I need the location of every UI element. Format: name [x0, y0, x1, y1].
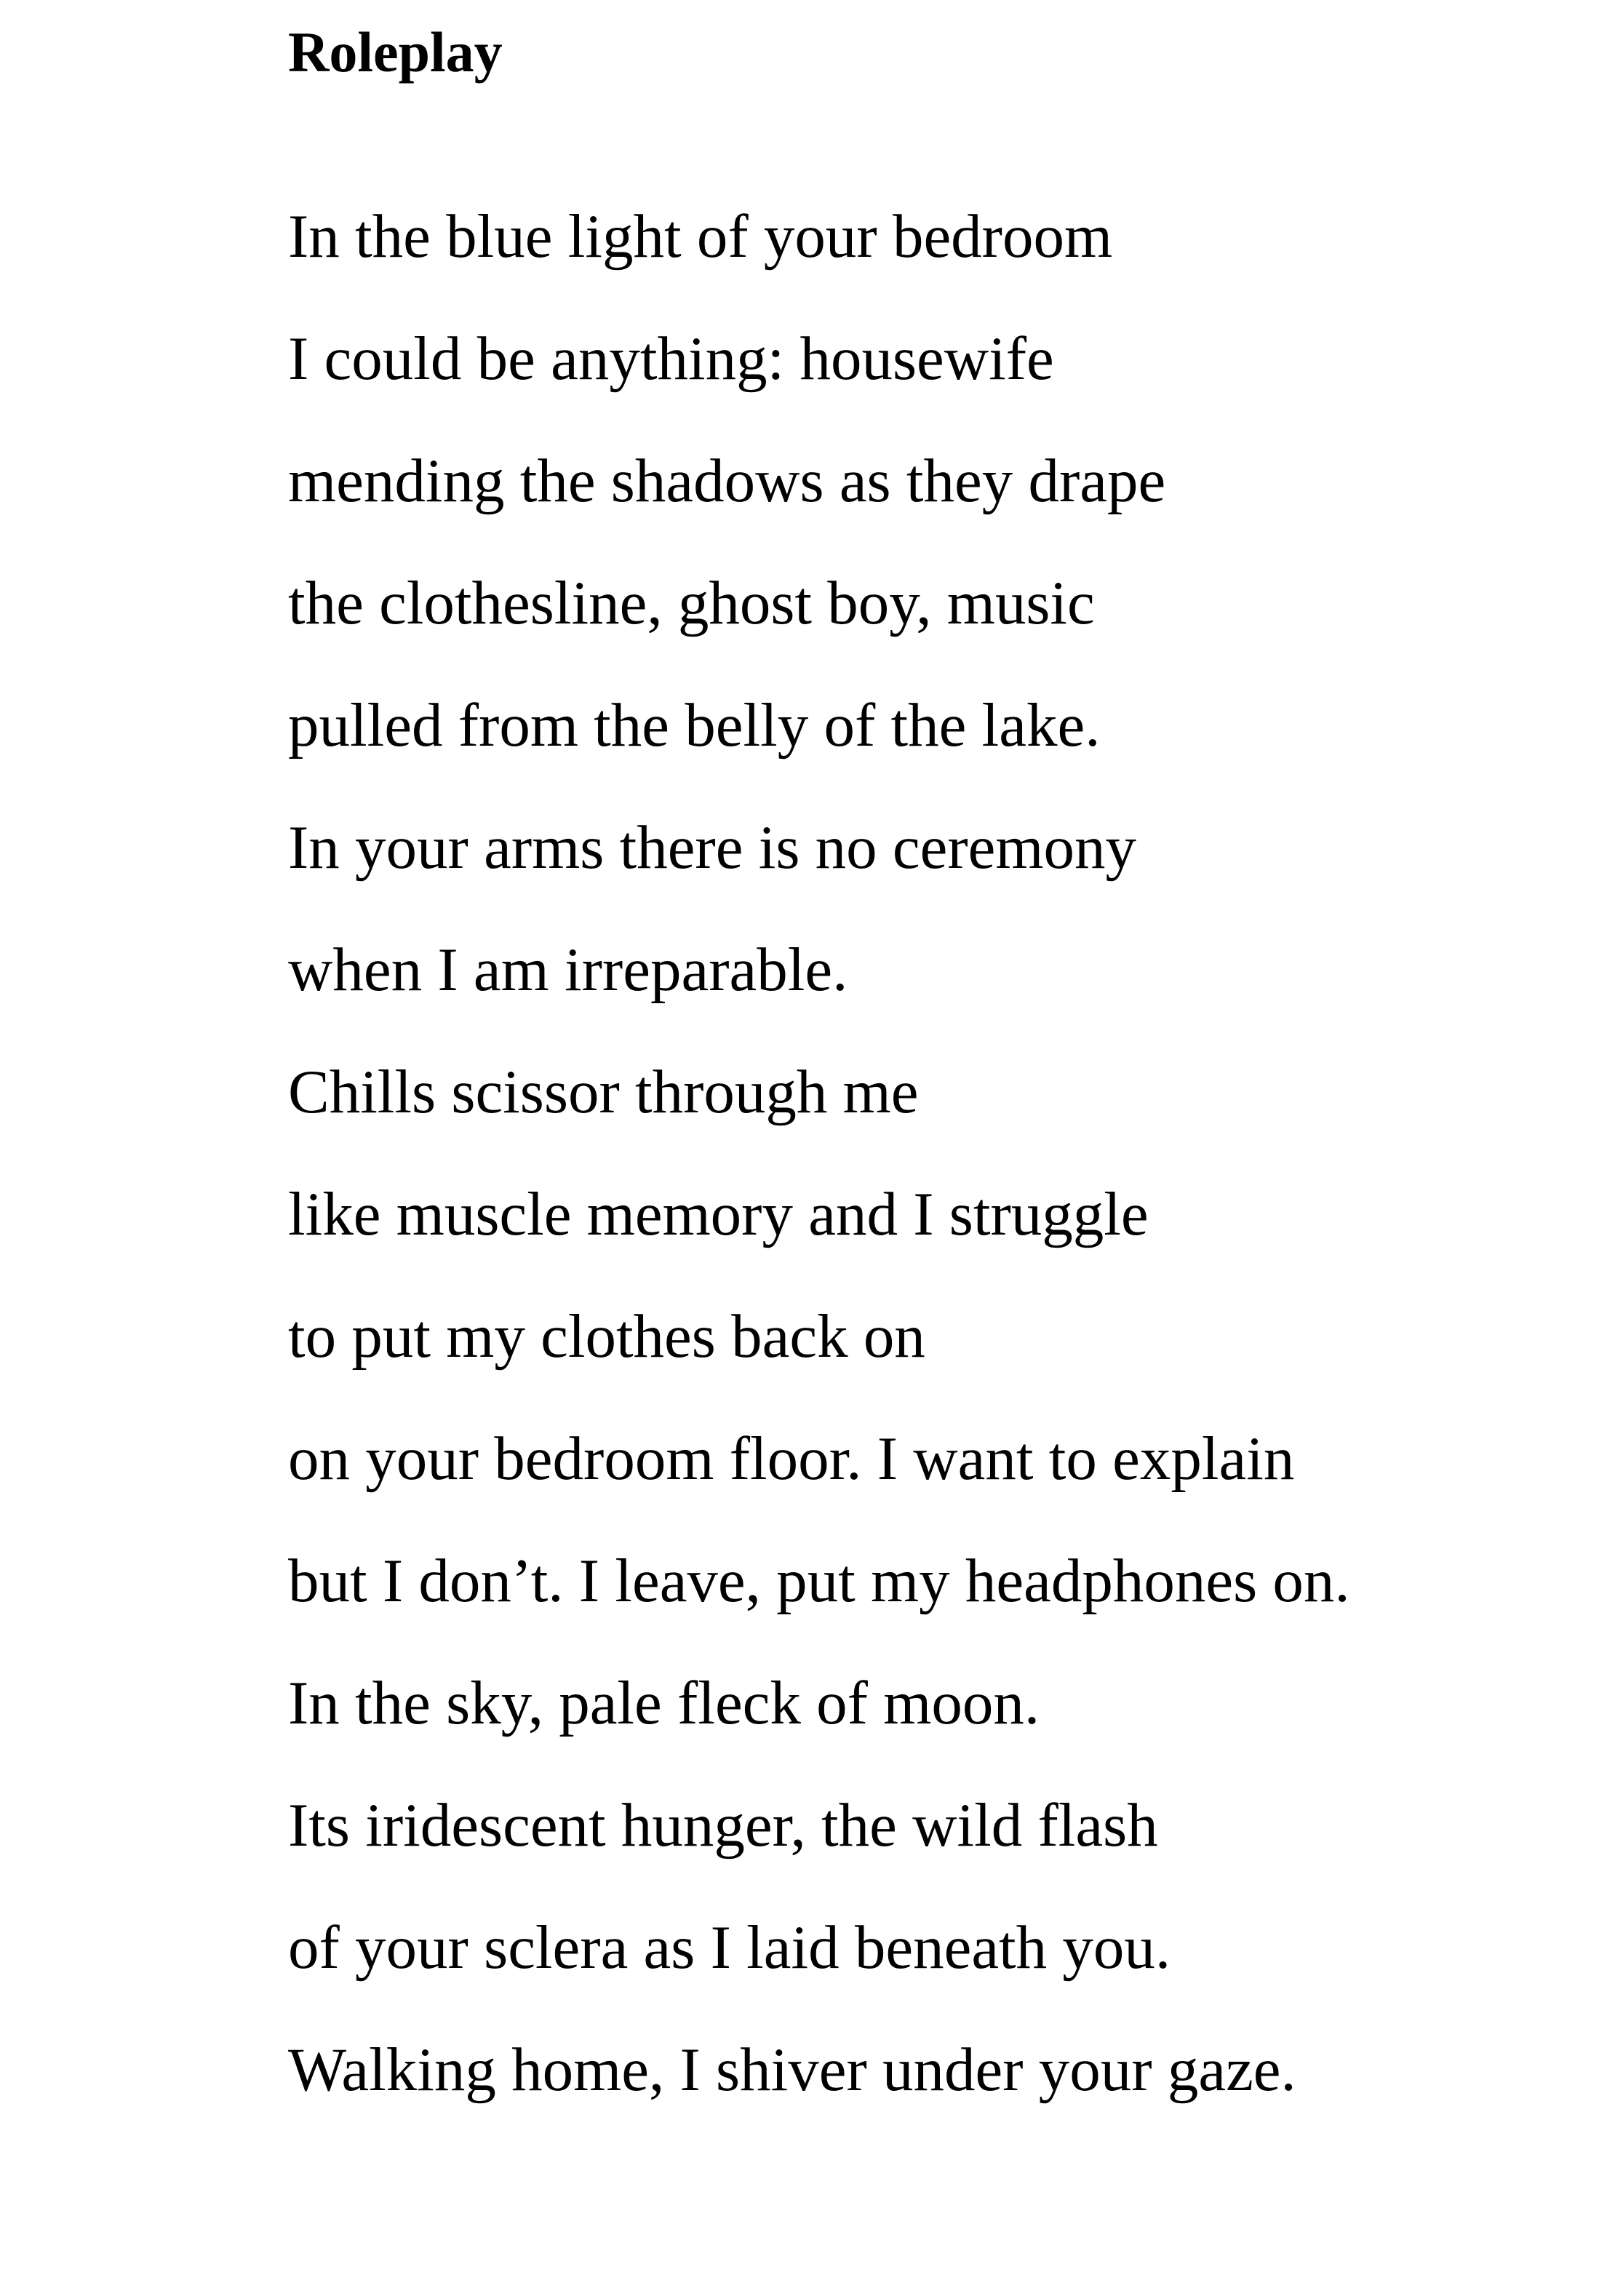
poem-title: Roleplay — [288, 20, 503, 84]
poem-line: to put my clothes back on — [288, 1302, 925, 1371]
poem-line: Chills scissor through me — [288, 1058, 919, 1126]
poem-line: In the sky, pale fleck of moon. — [288, 1669, 1040, 1737]
poem-line: mending the shadows as they drape — [288, 447, 1166, 515]
poem-line: like muscle memory and I struggle — [288, 1180, 1149, 1248]
poem-line: Its iridescent hunger, the wild flash — [288, 1791, 1158, 1859]
poem-line: but I don’t. I leave, put my headphones on. — [288, 1547, 1350, 1615]
poem-line: when I am irreparable. — [288, 936, 848, 1004]
poem-line: of your sclera as I laid beneath you. — [288, 1913, 1171, 1982]
poem-line: Walking home, I shiver under your gaze. — [288, 2036, 1296, 2104]
poem-line: In the blue light of your bedroom — [288, 202, 1113, 271]
poem-line: the clothesline, ghost boy, music — [288, 569, 1095, 637]
poem-line: In your arms there is no ceremony — [288, 813, 1137, 882]
poem-line: I could be anything: housewife — [288, 324, 1054, 393]
poem-body — [288, 196, 1350, 2152]
poem-line: on your bedroom floor. I want to explain — [288, 1424, 1295, 1493]
poem-line: pulled from the belly of the lake. — [288, 691, 1101, 760]
